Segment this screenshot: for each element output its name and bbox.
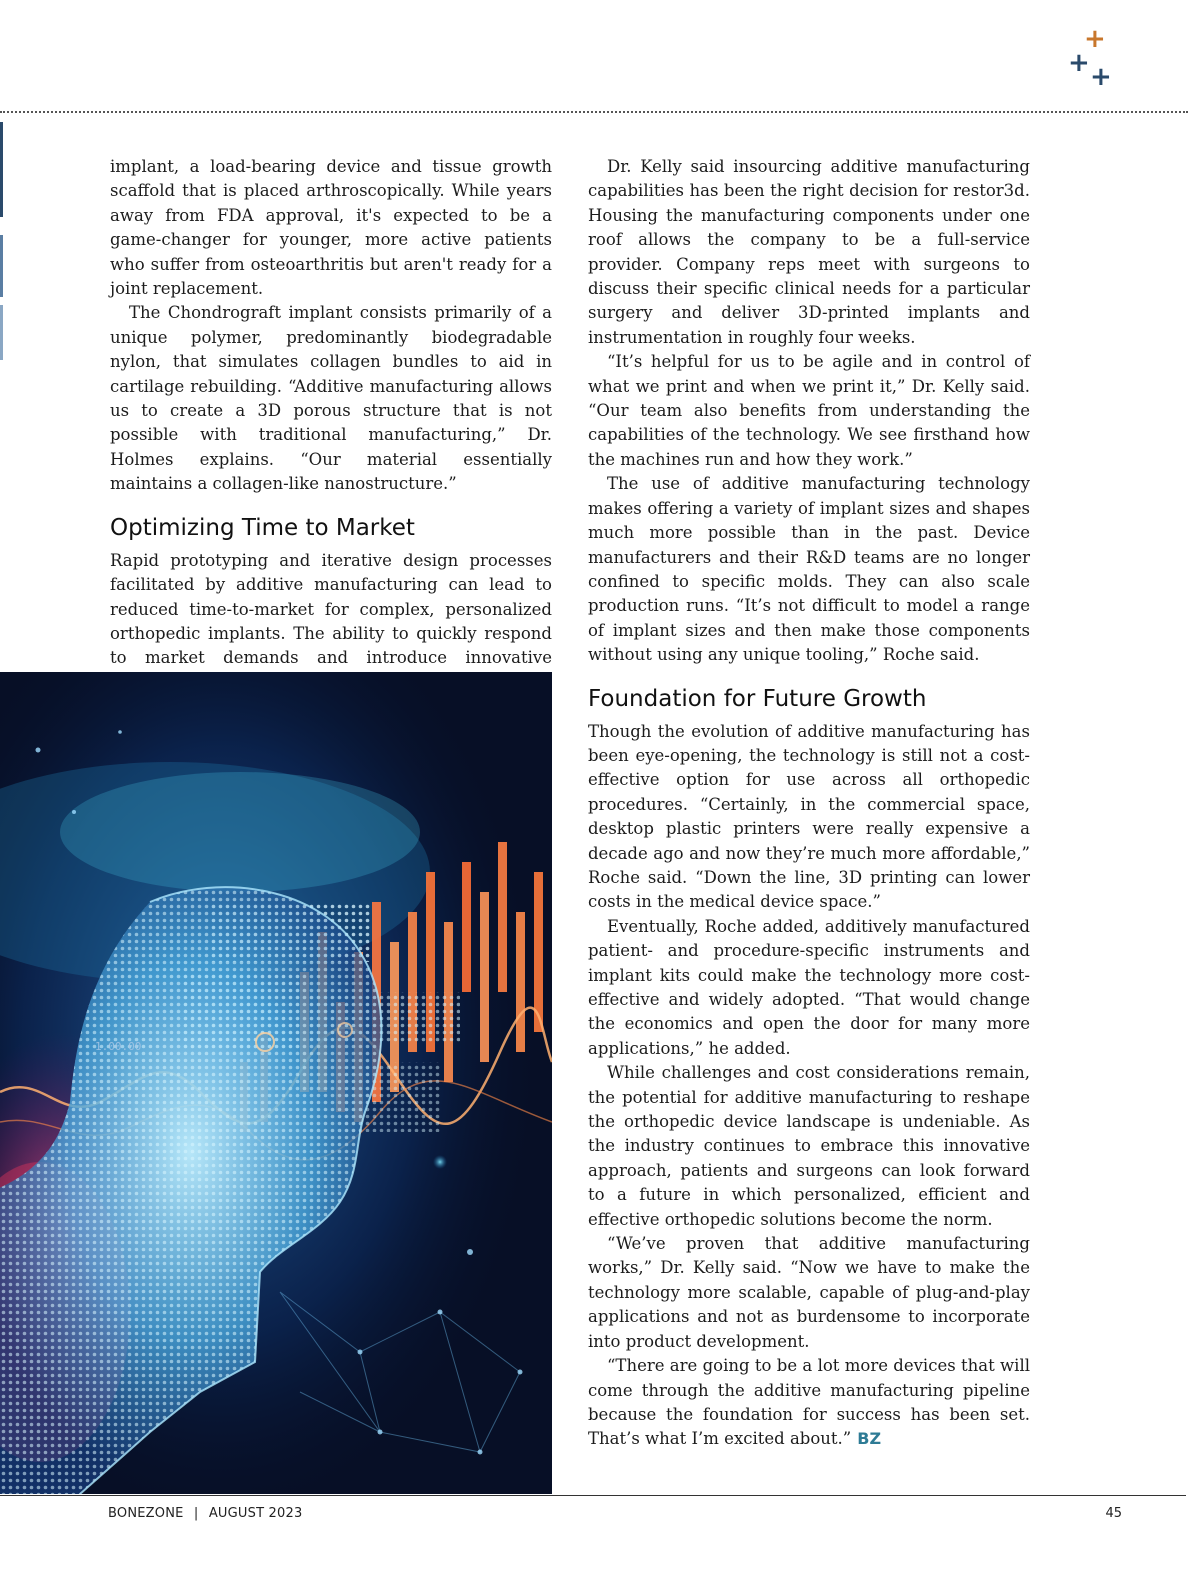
body-paragraph: While challenges and cost considerations remain, the potential for additive manufacturing to reshape the orthopedic device landscape is undeniable. As the industry continues to embrace this innovative approach, patients and surgeons can look forward to a future in which personalized, efficient and effective orthopedic solutions become the norm. [588,1063,1030,1229]
body-paragraph: Rapid prototyping and iterative design processes facilitated by additive manufacturing can lead to reduced time-to-market for complex, personalized orthopedic implants. The ability to quickly respond to market demands and introduce innovative [110,550,552,668]
digital-head-illustration [0,672,552,1494]
body-paragraph: Dr. Kelly said insourcing additive manufacturing capabilities has been the right decision for restor3d. Housing the manufacturing components under one roof allows the company to be a full-service provider. Company reps meet with surgeons to discuss their specific clinical needs for a particular surgery and deliver 3D-printed implants and instrumentation in roughly four weeks. [588,157,1030,347]
body-paragraph: The Chondrograft implant consists primarily of a unique polymer, predominantly biodegradable nylon, that simulates collagen bundles to aid in cartilage rebuilding. “Additive manufacturing allows us to create a 3D porous structure that is not possible with traditional manufacturing,” Dr. Holmes explains. “Our material essentially maintains a collagen-like nanostructure.” [110,303,552,494]
publication-name: BONEZONE [108,1506,184,1521]
end-mark: BZ [857,1429,882,1449]
header-dotted-rule [0,111,1188,113]
body-paragraph: Though the evolution of additive manufacturing has been eye-opening, the technology is still not a cost-effective option for use across all orthopedic procedures. “Certainly, in the commercial space, desktop plastic printers were really expensive a decade ago and now they’re much more affordable,” Roche said. “Down the line, 3D printing can lower costs in the medical device space.” [588,721,1030,912]
edge-accent-line [0,122,3,217]
body-paragraph: Eventually, Roche added, additively manufactured patient- and procedure-specific instruments and implant kits could make the technology more cost-effective and widely adopted. “That would change the economics and open the door for many more applications,” he added. [588,916,1030,1058]
section-heading: Optimizing Time to Market [110,514,415,541]
edge-accent-line [0,235,3,297]
section-heading: Foundation for Future Growth [588,685,927,712]
chart-overlay-label: 1.00.00 [95,1040,142,1053]
footer-rule [0,1495,1186,1496]
left-column [110,155,552,695]
issue-date: AUGUST 2023 [208,1506,303,1521]
plus-icon: + [1068,48,1090,78]
body-paragraph: implant, a load-bearing device and tissue growth scaffold that is placed arthroscopically. While years away from FDA approval, it's expected to be a game-changer for younger, more active patients who suffer from osteoarthritis but aren't ready for a joint replacement. [110,157,552,299]
right-column [588,155,1030,1452]
body-paragraph: “It’s helpful for us to be agile and in control of what we print and when we print it,” Dr. Kelly said. “Our team also benefits from understanding the capabilities of the technology. We see firsthand how the machines run and how they work.” [588,352,1030,469]
closing-quote: “There are going to be a lot more devices that will come through the additive manufacturing pipeline because the foundation for success has been set. That’s what I’m excited about.” [588,1356,1030,1449]
footer-separator: | [193,1506,199,1521]
plus-icon: + [1084,24,1106,54]
body-paragraph: The use of additive manufacturing technology makes offering a variety of implant sizes and shapes much more possible than in the past. Device manufacturers and their R&D teams are no longer confined to specific molds. They can also scale production runs. “It’s not difficult to model a range of implant sizes and then make those components without using any unique tooling,” Roche said. [588,474,1030,665]
closing-paragraph [588,1354,1030,1452]
edge-accent-line [0,305,3,360]
footer-publication [108,1506,302,1521]
body-paragraph: “We’ve proven that additive manufacturing works,” Dr. Kelly said. “Now we have to make the technology more scalable, capable of plug-and-play applications and not as burdensome to incorporate into product development. [588,1234,1030,1351]
plus-icon: + [1090,62,1112,92]
page-number: 45 [1105,1506,1122,1521]
